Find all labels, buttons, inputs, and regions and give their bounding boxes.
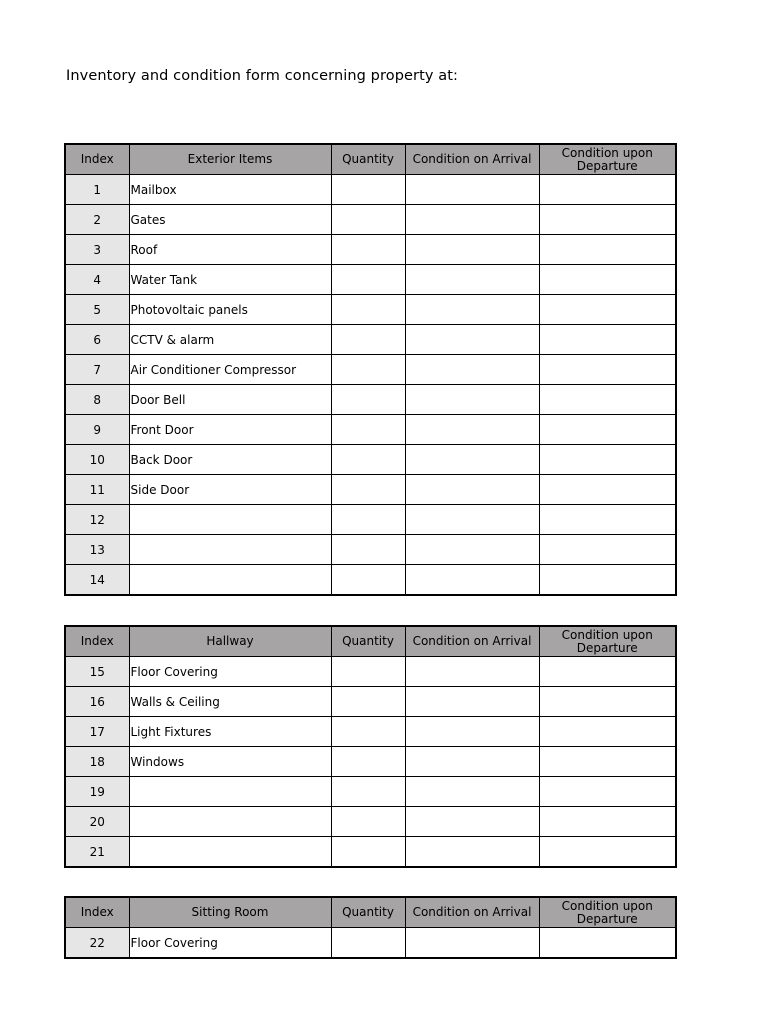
sitting-room-table [64, 896, 677, 959]
item-name-cell: Front Door [129, 415, 331, 445]
index-column-header: Index [65, 626, 129, 657]
table-body [65, 175, 676, 596]
departure-condition-cell[interactable] [539, 445, 676, 475]
departure-condition-cell[interactable] [539, 355, 676, 385]
arrival-condition-cell[interactable] [405, 657, 539, 687]
departure-condition-cell[interactable] [539, 807, 676, 837]
departure-condition-cell[interactable] [539, 837, 676, 868]
index-cell: 3 [65, 235, 129, 265]
index-cell: 10 [65, 445, 129, 475]
departure-condition-cell[interactable] [539, 717, 676, 747]
departure-condition-cell[interactable] [539, 385, 676, 415]
exterior-items-table [64, 143, 677, 596]
arrival-condition-cell[interactable] [405, 235, 539, 265]
departure-column-header: Condition upon Departure [539, 897, 676, 928]
table-row [65, 445, 676, 475]
table-row [65, 687, 676, 717]
page-title: Inventory and condition form concerning property at: [66, 68, 459, 84]
section-heading: Hallway [129, 626, 331, 657]
item-name-cell: Door Bell [129, 385, 331, 415]
quantity-cell[interactable] [331, 687, 405, 717]
index-cell: 15 [65, 657, 129, 687]
quantity-cell[interactable] [331, 265, 405, 295]
quantity-cell[interactable] [331, 175, 405, 205]
index-cell: 9 [65, 415, 129, 445]
table-row [65, 565, 676, 596]
index-cell: 22 [65, 928, 129, 959]
table-body [65, 928, 676, 959]
departure-condition-cell[interactable] [539, 205, 676, 235]
table-row [65, 717, 676, 747]
arrival-condition-cell[interactable] [405, 385, 539, 415]
index-cell: 14 [65, 565, 129, 596]
departure-condition-cell[interactable] [539, 535, 676, 565]
arrival-condition-cell[interactable] [405, 747, 539, 777]
table-row [65, 235, 676, 265]
departure-condition-cell[interactable] [539, 928, 676, 959]
table-header-row [65, 897, 676, 928]
index-cell: 18 [65, 747, 129, 777]
arrival-condition-cell[interactable] [405, 807, 539, 837]
item-name-cell: Windows [129, 747, 331, 777]
index-cell: 1 [65, 175, 129, 205]
quantity-column-header: Quantity [331, 144, 405, 175]
quantity-cell[interactable] [331, 928, 405, 959]
item-name-cell: Walls & Ceiling [129, 687, 331, 717]
hallway-table [64, 625, 677, 868]
item-name-cell: Air Conditioner Compressor [129, 355, 331, 385]
arrival-condition-cell[interactable] [405, 717, 539, 747]
item-name-cell: Gates [129, 205, 331, 235]
departure-condition-cell[interactable] [539, 687, 676, 717]
table-row [65, 415, 676, 445]
arrival-condition-cell[interactable] [405, 445, 539, 475]
quantity-cell[interactable] [331, 837, 405, 868]
departure-condition-cell[interactable] [539, 415, 676, 445]
table-body [65, 657, 676, 868]
departure-condition-cell[interactable] [539, 777, 676, 807]
arrival-condition-cell[interactable] [405, 295, 539, 325]
table-row [65, 265, 676, 295]
arrival-condition-cell[interactable] [405, 205, 539, 235]
arrival-condition-cell[interactable] [405, 505, 539, 535]
table-row [65, 175, 676, 205]
departure-condition-cell[interactable] [539, 505, 676, 535]
departure-condition-cell[interactable] [539, 265, 676, 295]
arrival-condition-cell[interactable] [405, 777, 539, 807]
arrival-condition-cell[interactable] [405, 415, 539, 445]
departure-condition-cell[interactable] [539, 235, 676, 265]
table-row [65, 475, 676, 505]
index-cell: 16 [65, 687, 129, 717]
index-column-header: Index [65, 897, 129, 928]
index-cell: 7 [65, 355, 129, 385]
table-row [65, 205, 676, 235]
arrival-condition-cell[interactable] [405, 535, 539, 565]
item-name-cell: Back Door [129, 445, 331, 475]
item-name-cell: Roof [129, 235, 331, 265]
arrival-condition-cell[interactable] [405, 325, 539, 355]
quantity-cell[interactable] [331, 295, 405, 325]
quantity-cell[interactable] [331, 505, 405, 535]
item-name-cell: CCTV & alarm [129, 325, 331, 355]
quantity-cell[interactable] [331, 415, 405, 445]
quantity-cell[interactable] [331, 235, 405, 265]
departure-condition-cell[interactable] [539, 295, 676, 325]
index-cell: 19 [65, 777, 129, 807]
index-cell: 21 [65, 837, 129, 868]
table-row [65, 325, 676, 355]
index-cell: 13 [65, 535, 129, 565]
quantity-cell[interactable] [331, 565, 405, 596]
item-name-cell: Photovoltaic panels [129, 295, 331, 325]
item-name-cell [129, 565, 331, 596]
table-header-row [65, 144, 676, 175]
arrival-condition-cell[interactable] [405, 837, 539, 868]
quantity-cell[interactable] [331, 657, 405, 687]
item-name-cell: Floor Covering [129, 657, 331, 687]
index-cell: 20 [65, 807, 129, 837]
index-cell: 12 [65, 505, 129, 535]
table-row [65, 385, 676, 415]
arrival-condition-cell[interactable] [405, 928, 539, 959]
table-header-row [65, 626, 676, 657]
section-heading: Exterior Items [129, 144, 331, 175]
departure-condition-cell[interactable] [539, 747, 676, 777]
arrival-column-header: Condition on Arrival [405, 144, 539, 175]
arrival-condition-cell[interactable] [405, 475, 539, 505]
item-name-cell [129, 535, 331, 565]
quantity-cell[interactable] [331, 475, 405, 505]
arrival-condition-cell[interactable] [405, 355, 539, 385]
table-row [65, 747, 676, 777]
item-name-cell [129, 777, 331, 807]
item-name-cell [129, 505, 331, 535]
table-row [65, 535, 676, 565]
table-row [65, 807, 676, 837]
departure-condition-cell[interactable] [539, 325, 676, 355]
departure-condition-cell[interactable] [539, 657, 676, 687]
departure-condition-cell[interactable] [539, 565, 676, 596]
quantity-column-header: Quantity [331, 626, 405, 657]
index-cell: 4 [65, 265, 129, 295]
quantity-cell[interactable] [331, 535, 405, 565]
table-row [65, 657, 676, 687]
arrival-condition-cell[interactable] [405, 687, 539, 717]
item-name-cell: Side Door [129, 475, 331, 505]
quantity-cell[interactable] [331, 807, 405, 837]
quantity-cell[interactable] [331, 777, 405, 807]
item-name-cell: Floor Covering [129, 928, 331, 959]
departure-column-header: Condition upon Departure [539, 144, 676, 175]
index-cell: 6 [65, 325, 129, 355]
arrival-column-header: Condition on Arrival [405, 626, 539, 657]
item-name-cell: Mailbox [129, 175, 331, 205]
table-row [65, 505, 676, 535]
arrival-condition-cell[interactable] [405, 565, 539, 596]
quantity-cell[interactable] [331, 355, 405, 385]
departure-condition-cell[interactable] [539, 175, 676, 205]
quantity-cell[interactable] [331, 717, 405, 747]
table-row [65, 777, 676, 807]
section-heading: Sitting Room [129, 897, 331, 928]
index-cell: 8 [65, 385, 129, 415]
arrival-column-header: Condition on Arrival [405, 897, 539, 928]
index-cell: 11 [65, 475, 129, 505]
departure-column-header: Condition upon Departure [539, 626, 676, 657]
quantity-cell[interactable] [331, 325, 405, 355]
table-row [65, 837, 676, 868]
table-row [65, 355, 676, 385]
table-row [65, 928, 676, 959]
item-name-cell [129, 807, 331, 837]
item-name-cell [129, 837, 331, 868]
item-name-cell: Light Fixtures [129, 717, 331, 747]
quantity-cell[interactable] [331, 385, 405, 415]
index-cell: 17 [65, 717, 129, 747]
quantity-cell[interactable] [331, 205, 405, 235]
quantity-cell[interactable] [331, 445, 405, 475]
quantity-cell[interactable] [331, 747, 405, 777]
item-name-cell: Water Tank [129, 265, 331, 295]
arrival-condition-cell[interactable] [405, 175, 539, 205]
index-cell: 2 [65, 205, 129, 235]
index-column-header: Index [65, 144, 129, 175]
quantity-column-header: Quantity [331, 897, 405, 928]
departure-condition-cell[interactable] [539, 475, 676, 505]
arrival-condition-cell[interactable] [405, 265, 539, 295]
table-row [65, 295, 676, 325]
index-cell: 5 [65, 295, 129, 325]
